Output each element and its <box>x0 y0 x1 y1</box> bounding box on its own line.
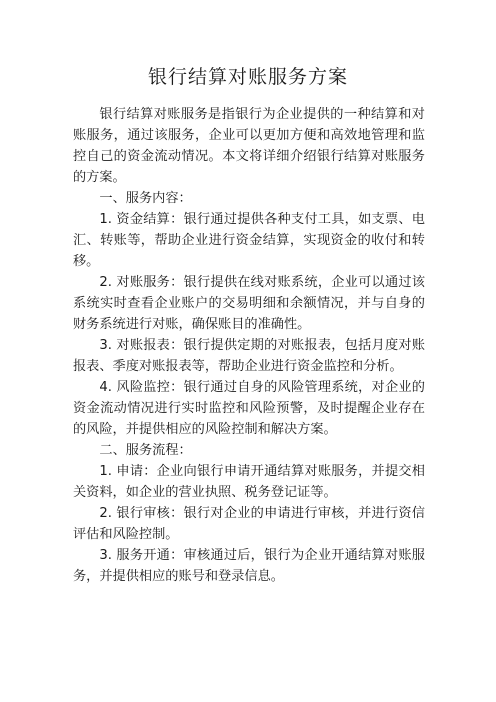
document-title: 银行结算对账服务方案 <box>147 66 348 88</box>
paragraph-risk-monitoring: 4. 风险监控：银行通过自身的风险管理系统，对企业的资金流动情况进行实时监控和风险预警，及时提醒企业存在的风险，并提供相应的风险控制和解决方案。 <box>73 380 425 437</box>
paragraph-bank-review: 2. 银行审核：银行对企业的申请进行审核，并进行资信评估和风险控制。 <box>73 506 425 542</box>
paragraph-reconciliation-report: 3. 对账报表：银行提供定期的对账报表，包括月度对账报表、季度对账报表等，帮助企业进行资金监控和分析。 <box>73 338 425 374</box>
paragraph-service-activation: 3. 服务开通：审核通过后，银行为企业开通结算对账服务，并提供相应的账号和登录信息。 <box>73 548 425 584</box>
paragraph-fund-settlement: 1. 资金结算：银行通过提供各种支付工具，如支票、电汇、转账等，帮助企业进行资金结算，实现资金的收付和转移。 <box>73 212 425 269</box>
document-body <box>73 104 425 587</box>
paragraph-intro: 银行结算对账服务是指银行为企业提供的一种结算和对账服务，通过该服务，企业可以更加方便和高效地管理和监控自己的资金流动情况。本文将详细介绍银行结算对账服务的方案。 <box>73 107 425 185</box>
paragraph-application: 1. 申请：企业向银行申请开通结算对账服务，并提交相关资料，如企业的营业执照、税务登记证等。 <box>73 464 425 500</box>
section-heading-service-process: 二、服务流程： <box>99 443 192 458</box>
section-heading-service-content: 一、服务内容： <box>99 191 192 206</box>
paragraph-reconciliation-service: 2. 对账服务：银行提供在线对账系统，企业可以通过该系统实时查看企业账户的交易明细和余额情况，并与自身的财务系统进行对账，确保账目的准确性。 <box>73 275 425 332</box>
